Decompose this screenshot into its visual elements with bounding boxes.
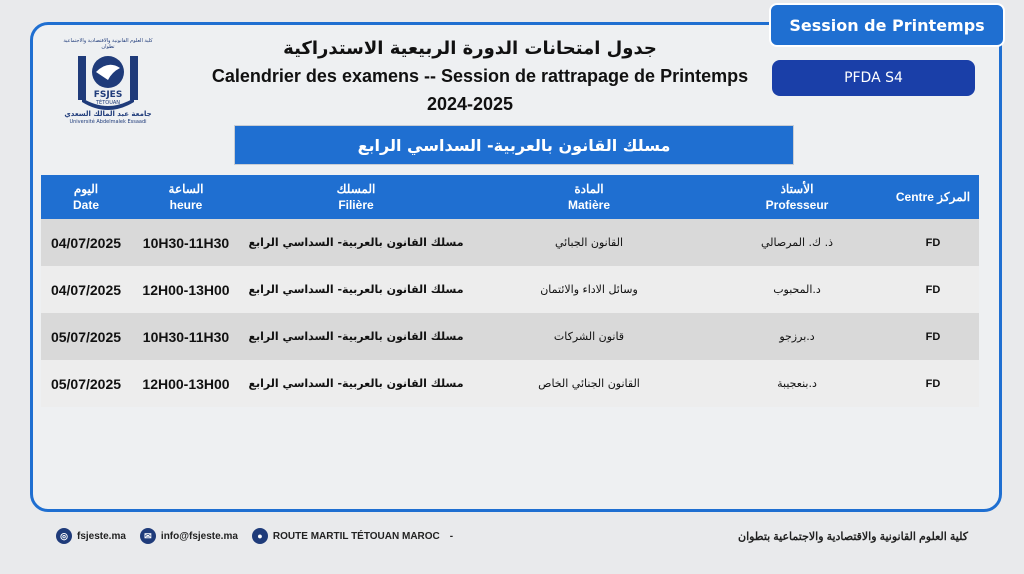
cell-heure: 12H00-13H00 [142, 281, 230, 298]
table-row [41, 266, 979, 313]
cell-matiere: وسائل الاداء والائتمان [540, 283, 638, 296]
cell-filiere: مسلك القانون بالعربية- السداسي الرابع [248, 283, 464, 296]
column-header-matiere: المادة Matière [567, 182, 611, 212]
cell-professeur: د.بنعجيبة [777, 377, 817, 390]
faculty-name-ar: كلية العلوم القانونية والاقتصادية والاجتماعية بتطوان [737, 530, 968, 543]
cell-heure: 12H00-13H00 [142, 375, 230, 392]
title-arabic: جدول امتحانات الدورة الربيعية الاستدراكية [283, 38, 657, 59]
footer-separator: - [449, 530, 454, 542]
email-icon: ✉ [140, 528, 156, 544]
logo-city: TÉTOUAN [95, 100, 121, 106]
cell-date: 05/07/2025 [50, 375, 122, 392]
address-text: ROUTE MARTIL TÉTOUAN MAROC [272, 530, 440, 542]
footer-address [252, 528, 453, 544]
session-badge: Session de Printemps [769, 3, 1005, 47]
column-header-heure: الساعة heure [168, 182, 204, 212]
filiere-banner: مسلك القانون بالعربية- السداسي الرابع [234, 125, 794, 165]
cell-date: 05/07/2025 [50, 328, 122, 345]
location-pin-icon: ● [252, 528, 268, 544]
logo-university-ar: جامعة عبد المالك السعدي [64, 110, 152, 118]
logo-acronym: FSJES [93, 90, 123, 100]
table-row [41, 219, 979, 266]
column-header-date: اليوم Date [72, 182, 99, 212]
table-row [41, 313, 979, 360]
website-link[interactable]: fsjeste.ma [77, 530, 126, 542]
logo-top-text: كلية العلوم القانونية والاقتصادية والاجتماعية تطوان [63, 38, 153, 50]
column-header-professeur: الأستاذ Professeur [765, 182, 829, 212]
cell-centre: FD [925, 330, 941, 343]
footer-website[interactable] [56, 528, 126, 544]
cell-filiere: مسلك القانون بالعربية- السداسي الرابع [248, 377, 464, 390]
cell-centre: FD [925, 236, 941, 249]
cell-matiere: قانون الشركات [553, 330, 625, 343]
cell-filiere: مسلك القانون بالعربية- السداسي الرابع [248, 330, 464, 343]
cell-professeur: د.برزجو [779, 330, 815, 343]
cell-matiere: القانون الجنائي الخاص [538, 377, 640, 390]
column-header-filiere: المسلك Filière [336, 182, 376, 212]
footer [56, 524, 968, 548]
email-link[interactable]: info@fsjeste.ma [160, 530, 238, 542]
logo-university-fr: Université Abdelmalek Essaadi [69, 119, 147, 125]
cell-heure: 10H30-11H30 [142, 234, 230, 251]
cell-professeur: د.المحبوب [773, 283, 821, 296]
table-row [41, 360, 979, 407]
program-badge: PFDA S4 [772, 60, 975, 96]
faculty-logo [62, 38, 154, 130]
cell-date: 04/07/2025 [50, 281, 122, 298]
cell-date: 04/07/2025 [50, 234, 122, 251]
exam-schedule-table [41, 175, 979, 407]
table-header-row [41, 175, 979, 219]
cell-centre: FD [925, 283, 941, 296]
cell-matiere: القانون الجبائي [554, 236, 624, 249]
cell-professeur: ذ. ك. المرصالي [761, 236, 833, 249]
cell-filiere: مسلك القانون بالعربية- السداسي الرابع [248, 236, 464, 249]
cell-centre: FD [925, 377, 941, 390]
globe-icon: ◎ [56, 528, 72, 544]
footer-email[interactable] [140, 528, 238, 544]
cell-heure: 10H30-11H30 [142, 328, 230, 345]
column-header-centre: Centre المركز [895, 190, 971, 204]
title-french: Calendrier des examens -- Session de rattrapage de Printemps [211, 66, 749, 86]
academic-year: 2024-2025 [426, 94, 514, 114]
